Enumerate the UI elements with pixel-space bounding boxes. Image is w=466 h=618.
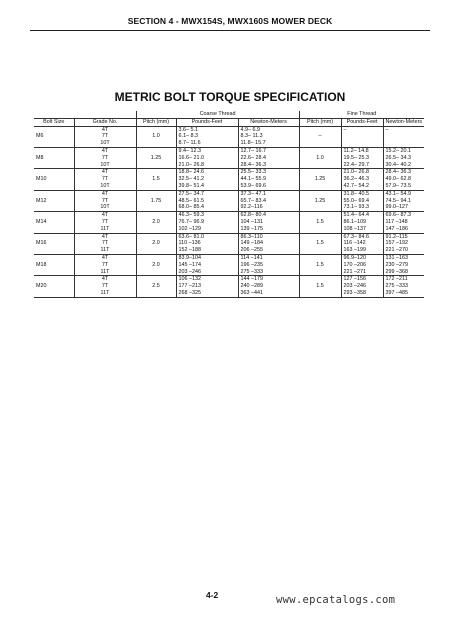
- coarse-newton-meters-cell: 275 –333: [238, 269, 299, 276]
- coarse-pounds-feet-cell: 39.8– 51.4: [176, 183, 238, 190]
- fine-newton-meters-cell: 299 –368: [383, 269, 424, 276]
- col-fine-pounds-feet: Pounds-Feet: [341, 118, 383, 126]
- coarse-pounds-feet-cell: 3.6– 5.1: [176, 126, 238, 133]
- fine-pounds-feet-cell: 19.5– 25.3: [341, 155, 383, 162]
- grade-cell: 10T: [74, 204, 136, 211]
- fine-newton-meters-cell: 147 –186: [383, 226, 424, 233]
- coarse-newton-meters-cell: 139 –175: [238, 226, 299, 233]
- grade-cell: 7T: [74, 176, 136, 183]
- section-header: SECTION 4 - MWX154S, MWX160S MOWER DECK: [127, 16, 333, 26]
- coarse-newton-meters-cell: 4.9– 6.9: [238, 126, 299, 133]
- fine-newton-meters-cell: 221 –270: [383, 247, 424, 254]
- coarse-pitch-cell: 2.5: [136, 276, 176, 297]
- fine-pounds-feet-cell: 96.9–120: [341, 254, 383, 261]
- grade-cell: 4T: [74, 254, 136, 261]
- grade-cell: 7T: [74, 283, 136, 290]
- fine-pounds-feet-cell: 21.0– 26.8: [341, 169, 383, 176]
- page-title: METRIC BOLT TORQUE SPECIFICATION: [114, 90, 346, 104]
- torque-table-body: [34, 126, 424, 297]
- fine-newton-meters-cell: 43.1– 54.9: [383, 190, 424, 197]
- fine-pitch-cell: 1.5: [299, 233, 341, 254]
- bolt-size-cell: M18: [34, 254, 74, 275]
- col-coarse-pounds-feet: Pounds-Feet: [176, 118, 238, 126]
- fine-pounds-feet-cell: 73.1– 93.3: [341, 204, 383, 211]
- fine-pitch-cell: –: [299, 126, 341, 147]
- fine-newton-meters-cell: 230 –279: [383, 262, 424, 269]
- grade-cell: 4T: [74, 147, 136, 154]
- coarse-pounds-feet-cell: 9.4– 12.3: [176, 147, 238, 154]
- fine-newton-meters-cell: 172 –211: [383, 276, 424, 283]
- coarse-thread-header: Coarse Thread: [136, 111, 299, 118]
- table-row: [34, 226, 424, 233]
- grade-cell: 10T: [74, 183, 136, 190]
- fine-newton-meters-cell: 74.5– 94.1: [383, 198, 424, 205]
- grade-cell: 11T: [74, 269, 136, 276]
- header-rule: [30, 30, 430, 31]
- fine-newton-meters-cell: [383, 140, 424, 147]
- grade-cell: 7T: [74, 133, 136, 140]
- table-row: [34, 276, 424, 283]
- coarse-newton-meters-cell: 62.8– 80.4: [238, 212, 299, 219]
- table-row: [34, 247, 424, 254]
- table-row: [34, 204, 424, 211]
- fine-pounds-feet-cell: 221 –271: [341, 269, 383, 276]
- table-row: [34, 198, 424, 205]
- grade-cell: 11T: [74, 226, 136, 233]
- watermark-text: www.epcatalogs.com: [276, 594, 396, 606]
- fine-pounds-feet-cell: [341, 133, 383, 140]
- table-row: [34, 126, 424, 133]
- table-row: [34, 262, 424, 269]
- coarse-newton-meters-cell: 240 –289: [238, 283, 299, 290]
- coarse-newton-meters-cell: 65.7– 83.4: [238, 198, 299, 205]
- fine-newton-meters-cell: 15.2– 20.1: [383, 147, 424, 154]
- coarse-pounds-feet-cell: 145 –174: [176, 262, 238, 269]
- torque-table: [34, 111, 424, 298]
- grade-cell: 4T: [74, 190, 136, 197]
- fine-newton-meters-cell: 397 –485: [383, 290, 424, 297]
- fine-newton-meters-cell: –: [383, 126, 424, 133]
- fine-newton-meters-cell: 69.6– 87.3: [383, 212, 424, 219]
- coarse-pounds-feet-cell: 27.5– 34.7: [176, 190, 238, 197]
- fine-pounds-feet-cell: 22.4– 29.7: [341, 162, 383, 169]
- fine-newton-meters-cell: 131 –163: [383, 254, 424, 261]
- grade-cell: 7T: [74, 155, 136, 162]
- bolt-size-cell: M8: [34, 147, 74, 168]
- table-row: [34, 233, 424, 240]
- fine-pounds-feet-cell: 36.2– 46.3: [341, 176, 383, 183]
- fine-pitch-cell: 1.0: [299, 147, 341, 168]
- coarse-pounds-feet-cell: 76.7– 96.9: [176, 219, 238, 226]
- coarse-newton-meters-cell: 37.3– 47.1: [238, 190, 299, 197]
- fine-pounds-feet-cell: 170 –206: [341, 262, 383, 269]
- coarse-newton-meters-cell: 206 –255: [238, 247, 299, 254]
- fine-pounds-feet-cell: 51.4– 64.4: [341, 212, 383, 219]
- table-row: [34, 283, 424, 290]
- col-fine-newton-meters: Newton-Meters: [383, 118, 424, 126]
- coarse-pounds-feet-cell: 46.3– 59.3: [176, 212, 238, 219]
- coarse-pounds-feet-cell: 106 –132: [176, 276, 238, 283]
- header-spacer: [74, 111, 136, 118]
- fine-pounds-feet-cell: 86.1–109: [341, 219, 383, 226]
- coarse-newton-meters-cell: 196 –235: [238, 262, 299, 269]
- coarse-pounds-feet-cell: 177 –213: [176, 283, 238, 290]
- coarse-pounds-feet-cell: 83.9–104: [176, 254, 238, 261]
- coarse-pitch-cell: 2.0: [136, 212, 176, 233]
- grade-cell: 7T: [74, 262, 136, 269]
- coarse-pitch-cell: 2.0: [136, 254, 176, 275]
- table-row: [34, 140, 424, 147]
- table-row: [34, 254, 424, 261]
- fine-newton-meters-cell: 157 –192: [383, 240, 424, 247]
- table-row: [34, 133, 424, 140]
- coarse-pitch-cell: 1.0: [136, 126, 176, 147]
- fine-newton-meters-cell: 275 –333: [383, 283, 424, 290]
- fine-pounds-feet-cell: 203 –246: [341, 283, 383, 290]
- coarse-pitch-cell: 1.5: [136, 169, 176, 190]
- coarse-pounds-feet-cell: 268 –325: [176, 290, 238, 297]
- fine-pounds-feet-cell: –: [341, 126, 383, 133]
- grade-cell: 7T: [74, 240, 136, 247]
- coarse-newton-meters-cell: 149 –184: [238, 240, 299, 247]
- coarse-pounds-feet-cell: 21.0– 26.8: [176, 162, 238, 169]
- coarse-pounds-feet-cell: 8.7– 11.6: [176, 140, 238, 147]
- table-row: [34, 169, 424, 176]
- coarse-pitch-cell: 1.25: [136, 147, 176, 168]
- coarse-newton-meters-cell: 28.4– 36.3: [238, 162, 299, 169]
- table-row: [34, 240, 424, 247]
- grade-cell: 4T: [74, 233, 136, 240]
- coarse-pounds-feet-cell: 102 –129: [176, 226, 238, 233]
- fine-pounds-feet-cell: 293 –358: [341, 290, 383, 297]
- table-row: [34, 147, 424, 154]
- coarse-pounds-feet-cell: 16.6– 21.0: [176, 155, 238, 162]
- fine-thread-header: Fine Thread: [299, 111, 424, 118]
- coarse-newton-meters-cell: 44.1– 55.9: [238, 176, 299, 183]
- fine-newton-meters-cell: 30.4– 40.2: [383, 162, 424, 169]
- table-row: [34, 155, 424, 162]
- grade-cell: 7T: [74, 198, 136, 205]
- fine-pitch-cell: 1.25: [299, 190, 341, 211]
- grade-cell: 10T: [74, 162, 136, 169]
- fine-pounds-feet-cell: 163 –199: [341, 247, 383, 254]
- coarse-newton-meters-cell: 114 –141: [238, 254, 299, 261]
- bolt-size-cell: M14: [34, 212, 74, 233]
- grade-cell: 7T: [74, 219, 136, 226]
- coarse-pounds-feet-cell: 6.1– 8.3: [176, 133, 238, 140]
- coarse-newton-meters-cell: 22.6– 28.4: [238, 155, 299, 162]
- bolt-size-cell: M12: [34, 190, 74, 211]
- coarse-pitch-cell: 1.75: [136, 190, 176, 211]
- coarse-newton-meters-cell: 12.7– 16.7: [238, 147, 299, 154]
- fine-newton-meters-cell: 117 –148: [383, 219, 424, 226]
- fine-pounds-feet-cell: 11.2– 14.8: [341, 147, 383, 154]
- fine-pounds-feet-cell: 127 –156: [341, 276, 383, 283]
- fine-pounds-feet-cell: 67.3– 84.6: [341, 233, 383, 240]
- grade-cell: 4T: [74, 169, 136, 176]
- fine-pounds-feet-cell: 31.8– 40.5: [341, 190, 383, 197]
- fine-pounds-feet-cell: 108 –137: [341, 226, 383, 233]
- coarse-pitch-cell: 2.0: [136, 233, 176, 254]
- table-row: [34, 290, 424, 297]
- grade-cell: 4T: [74, 126, 136, 133]
- bolt-size-cell: M10: [34, 169, 74, 190]
- grade-cell: 4T: [74, 276, 136, 283]
- fine-newton-meters-cell: 26.5– 34.3: [383, 155, 424, 162]
- fine-pitch-cell: 1.25: [299, 169, 341, 190]
- bolt-size-cell: M6: [34, 126, 74, 147]
- table-row: [34, 190, 424, 197]
- coarse-newton-meters-cell: 8.3– 11.3: [238, 133, 299, 140]
- coarse-pounds-feet-cell: 110 –136: [176, 240, 238, 247]
- table-row: [34, 212, 424, 219]
- table-row: [34, 176, 424, 183]
- coarse-pounds-feet-cell: 203 –246: [176, 269, 238, 276]
- fine-pounds-feet-cell: 42.7– 54.2: [341, 183, 383, 190]
- page-number: 4-2: [206, 590, 219, 600]
- coarse-newton-meters-cell: 92.2–116: [238, 204, 299, 211]
- coarse-pounds-feet-cell: 18.8– 24.6: [176, 169, 238, 176]
- table-row: [34, 162, 424, 169]
- col-grade-no: Grade No.: [74, 118, 136, 126]
- fine-pounds-feet-cell: 116 –142: [341, 240, 383, 247]
- grade-cell: 4T: [74, 212, 136, 219]
- fine-pitch-cell: 1.5: [299, 212, 341, 233]
- fine-newton-meters-cell: 28.4– 36.3: [383, 169, 424, 176]
- fine-pounds-feet-cell: 55.0– 69.4: [341, 198, 383, 205]
- bolt-size-cell: M16: [34, 233, 74, 254]
- coarse-pounds-feet-cell: 32.5– 41.2: [176, 176, 238, 183]
- grade-cell: 11T: [74, 247, 136, 254]
- coarse-pounds-feet-cell: 63.6– 81.0: [176, 233, 238, 240]
- coarse-newton-meters-cell: 363 –441: [238, 290, 299, 297]
- coarse-newton-meters-cell: 144 –179: [238, 276, 299, 283]
- coarse-newton-meters-cell: 86.3–110: [238, 233, 299, 240]
- grade-cell: 10T: [74, 140, 136, 147]
- fine-newton-meters-cell: 57.9– 73.5: [383, 183, 424, 190]
- table-row: [34, 219, 424, 226]
- fine-newton-meters-cell: 99.0–127: [383, 204, 424, 211]
- col-bolt-size: Bolt Size: [34, 118, 74, 126]
- col-fine-pitch: Pitch (mm): [299, 118, 341, 126]
- table-row: [34, 183, 424, 190]
- coarse-pounds-feet-cell: 68.0– 85.4: [176, 204, 238, 211]
- header-spacer: [34, 111, 74, 118]
- grade-cell: 11T: [74, 290, 136, 297]
- fine-newton-meters-cell: 91.2–115: [383, 233, 424, 240]
- coarse-newton-meters-cell: 53.9– 69.6: [238, 183, 299, 190]
- coarse-pounds-feet-cell: 48.5– 61.5: [176, 198, 238, 205]
- fine-pitch-cell: 1.5: [299, 254, 341, 275]
- coarse-pounds-feet-cell: 152 –188: [176, 247, 238, 254]
- fine-newton-meters-cell: [383, 133, 424, 140]
- col-coarse-newton-meters: Newton-Meters: [238, 118, 299, 126]
- table-row: [34, 269, 424, 276]
- fine-pitch-cell: 1.5: [299, 276, 341, 297]
- col-coarse-pitch: Pitch (mm): [136, 118, 176, 126]
- fine-pounds-feet-cell: [341, 140, 383, 147]
- coarse-newton-meters-cell: 25.5– 33.3: [238, 169, 299, 176]
- coarse-newton-meters-cell: 11.8– 15.7: [238, 140, 299, 147]
- coarse-newton-meters-cell: 104 –131: [238, 219, 299, 226]
- bolt-size-cell: M20: [34, 276, 74, 297]
- fine-newton-meters-cell: 49.0– 62.8: [383, 176, 424, 183]
